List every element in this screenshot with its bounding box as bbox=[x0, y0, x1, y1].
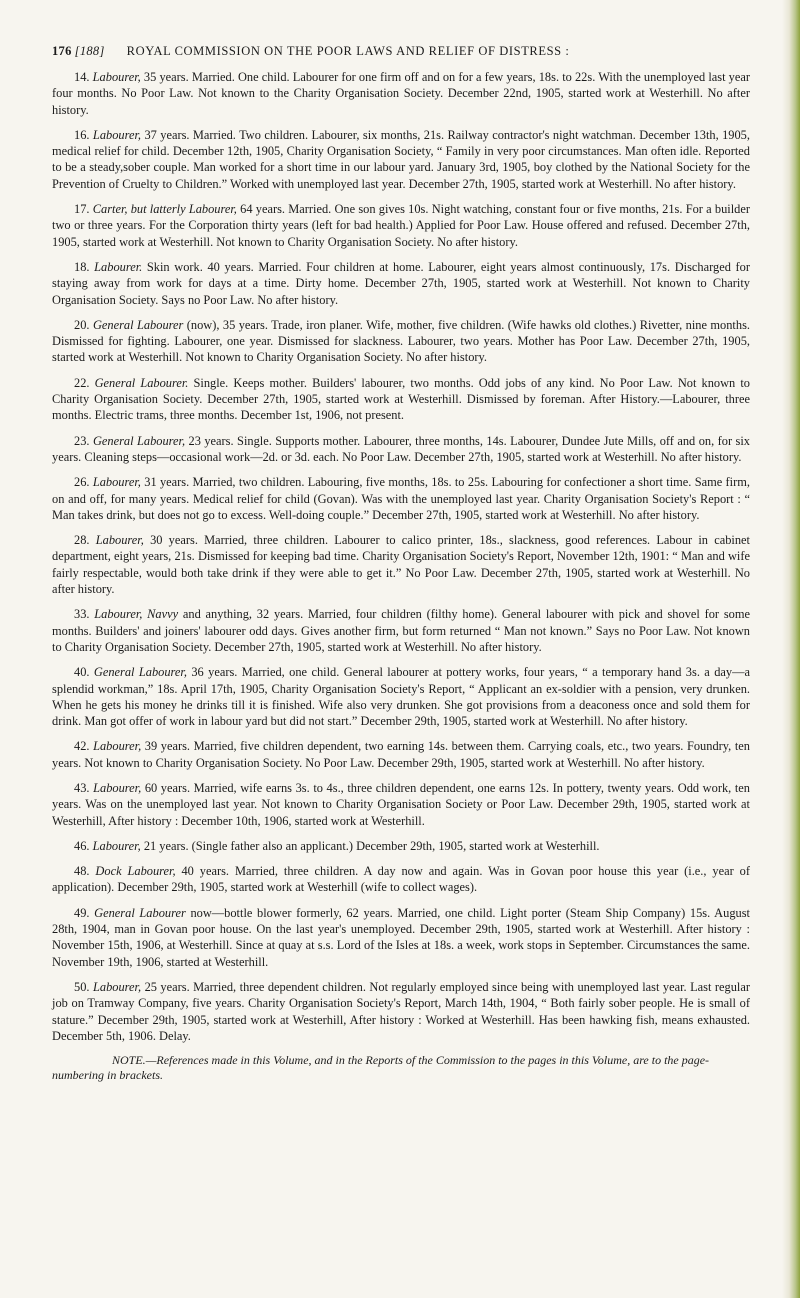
running-title: ROYAL COMMISSION ON THE POOR LAWS AND RELIEF OF DISTRESS : bbox=[126, 44, 570, 58]
document-page bbox=[52, 44, 750, 1284]
case-description: (now), 35 years. Trade, iron planer. Wife, mother, five children. (Wife hawks old clothes.) Rivetter, nine months. Dismissed for fighting. Labourer, one year. Dismissed for slackness. Labourer, two years. Mother has Poor Law. December 27th, 1905, started work at Westerhill. Not known to Charity Organisation Society. No after history. bbox=[52, 317, 750, 365]
running-header bbox=[52, 44, 750, 59]
case-description: 37 years. Married. Two children. Labourer, six months, 21s. Railway contractor's night watchman. December 13th, 1905, medical relief for child. December 12th, 1905, Charity Organisation Society, “ Family in very poor circumstances. Man often idle. Reported to be a steady,sober couple. Man worked for a short time in our labour yard. January 3rd, 1905, boy clothed by the National Society for the Prevention of Cruelty to Children.” Worked with unemployed last year. December 27th, 1905, started work at Westerhill. No after history. bbox=[52, 127, 750, 191]
case-entry bbox=[52, 780, 750, 829]
case-number: 46. bbox=[74, 838, 90, 853]
case-entry bbox=[52, 259, 750, 308]
page-edge-shadow bbox=[782, 0, 800, 1298]
case-number: 28. bbox=[74, 533, 90, 548]
case-occupation: Labourer, bbox=[92, 979, 142, 994]
case-number: 17. bbox=[74, 202, 90, 217]
page-number: 176 bbox=[52, 44, 72, 58]
case-description: and anything, 32 years. Married, four children (filthy home). General labourer with pick and shovel for some months. Builders' and joiners' labourer odd days. Gives another firm, but form returned “ Man not known.” Says no Poor Law. Not known to Charity Organisation Society. December 27th, 1905, started work at Westerhill. No after history. bbox=[52, 607, 750, 654]
case-occupation: General Labourer bbox=[94, 905, 186, 920]
page-reference: [188] bbox=[74, 44, 105, 58]
case-entry bbox=[52, 664, 750, 729]
case-description: 60 years. Married, wife earns 3s. to 4s., three children dependent, one earns 12s. In pottery, twenty years. Odd work, ten years. Was on the unemployed last year. Not known to Charity Organisation Society or Poor Law. December 29th, 1905, started work at Westerhill, After history : December 10th, 1906, started work at Westerhill. bbox=[52, 780, 750, 828]
case-entry bbox=[52, 838, 750, 854]
case-occupation: Labourer, Navvy bbox=[94, 607, 179, 622]
case-occupation: Carter, but latterly Labourer, bbox=[92, 202, 237, 217]
case-description: 25 years. Married, three dependent children. Not regularly employed since being with unemployed last year. Last regular job on Tramway Company, five years. Charity Organisation Society's Report, March 14th, 1904, “ Both fairly sober people. He is small of stature.” December 29th, 1905, started work at Westerhill, After history : Worked at Westerhill. Has been hawking fish, means exhausted. December 5th, 1906. Delay. bbox=[52, 979, 750, 1043]
case-occupation: Labourer, bbox=[92, 838, 141, 853]
case-number: 48. bbox=[74, 864, 90, 879]
case-number: 22. bbox=[74, 375, 90, 390]
case-number: 33. bbox=[74, 607, 90, 622]
case-occupation: General Labourer. bbox=[94, 375, 189, 390]
case-entry bbox=[52, 979, 750, 1044]
footnote-label: NOTE. bbox=[112, 1053, 146, 1068]
case-occupation: General Labourer, bbox=[92, 433, 186, 448]
case-number: 16. bbox=[74, 127, 90, 142]
case-occupation: General Labourer bbox=[92, 317, 184, 332]
case-entry bbox=[52, 738, 750, 771]
case-occupation: Labourer, bbox=[92, 127, 142, 142]
case-number: 43. bbox=[74, 780, 90, 795]
case-description: Skin work. 40 years. Married. Four children at home. Labourer, eight years almost continuously, 17s. Discharged for staying away from work for days at a time. Dirty home. December 27th, 1905, started work at Westerhill. Not known to Charity Organisation Society. Says no Poor Law. No after history. bbox=[52, 259, 750, 307]
case-entry bbox=[52, 532, 750, 597]
case-number: 42. bbox=[74, 739, 90, 754]
case-entry bbox=[52, 905, 750, 970]
case-description: 64 years. Married. One son gives 10s. Night watching, constant four or five months, 21s. For a builder two or three years. For the Corporation thirty years (left for bad health.) Applied for Poor Law. House offered and refused. December 27th, 1905, started work at Westerhill. Not known to Charity Organisation Society. No after history. bbox=[52, 202, 750, 249]
case-entry bbox=[52, 433, 750, 466]
case-occupation: Labourer, bbox=[93, 739, 142, 754]
case-entry bbox=[52, 201, 750, 250]
case-entry bbox=[52, 375, 750, 424]
case-entry bbox=[52, 863, 750, 896]
case-number: 14. bbox=[74, 70, 90, 84]
case-entry bbox=[52, 474, 750, 523]
case-occupation: Labourer, bbox=[95, 533, 144, 548]
case-number: 20. bbox=[74, 317, 90, 332]
case-occupation: Dock Labourer, bbox=[95, 864, 176, 879]
case-entry bbox=[52, 317, 750, 366]
case-number: 40. bbox=[74, 665, 90, 680]
case-description: 36 years. Married, one child. General labourer at pottery works, four years, “ a temporary hand 3s. a day—a splendid workman,” 18s. April 17th, 1905, Charity Organisation Society's Report, “ Applicant an ex-soldier with a pension, very drunken. When he gets his money he drinks till it is finished. Wife also very drunken. She got provisions from a deaconess once and sold them for drink. Man got offer of work in labour yard but did not start.” December 29th, 1905, started work at Westerhill. No after history. bbox=[52, 665, 750, 729]
case-description: 39 years. Married, five children dependent, two earning 14s. between them. Carrying coals, etc., two years. Foundry, ten years. Not known to Charity Organisation Society. No Poor Law. December 29th, 1905, started work at Westerhill. No after history. bbox=[52, 739, 750, 770]
case-description: 31 years. Married, two children. Labouring, five months, 18s. to 25s. Labouring for confectioner a short time. Same firm, on and off, for many years. Medical relief for child (Govan). Was with the unemployed last year. Charity Organisation Society's Report : “ Man takes drink, but does not go to excess. Well-doing couple.” December 27th, 1905, started work at Westerhill. No after history. bbox=[52, 475, 750, 522]
case-entry bbox=[52, 606, 750, 655]
case-number: 26. bbox=[74, 475, 90, 490]
case-entry bbox=[52, 127, 750, 192]
case-occupation: General Labourer, bbox=[93, 665, 187, 680]
case-occupation: Labourer, bbox=[92, 70, 141, 84]
case-description: 40 years. Married, three children. A day now and again. Was in Govan poor house this year (i.e., year of application). December 29th, 1905, started work at Westerhill (wife to collect wages). bbox=[52, 864, 750, 895]
case-description: Single. Keeps mother. Builders' labourer, two months. Odd jobs of any kind. No Poor Law. Not known to Charity Organisation Society. December 27th, 1905, started work at Westerhill. Dismissed by foreman. After History.—Labourer, three months. Electric trams, three months. December 1st, 1906, not present. bbox=[52, 375, 750, 423]
case-number: 18. bbox=[74, 259, 90, 274]
case-occupation: Labourer. bbox=[94, 259, 143, 274]
case-entries bbox=[52, 69, 750, 1044]
case-description: 30 years. Married, three children. Labourer to calico printer, 18s., slackness, good references. Labour in cabinet department, eight years, 21s. Dismissed for keeping bad time. Charity Organisation Society's Report, November 12th, 1901: “ Man and wife fairly respectable, would both take drink if they were able to get it.” No Poor Law. December 27th, 1905, started work at Westerhill. No after history. bbox=[52, 533, 751, 597]
case-description: 23 years. Single. Supports mother. Labourer, three months, 14s. Labourer, Dundee Jute Mills, off and on, for six years. Cleaning steps—occasional work—2d. or 3d. each. No Poor Law. December 27th, 1905, started work at Westerhill. No after history. bbox=[52, 433, 750, 464]
case-number: 23. bbox=[74, 433, 90, 448]
case-number: 49. bbox=[74, 905, 90, 920]
case-description: 35 years. Married. One child. Labourer for one firm off and on for a few years, 18s. to 22s. With the unemployed last year four months. No Poor Law. Not known to the Charity Organisation Society. December 22nd, 1905, started work at Westerhill. No after history. bbox=[52, 70, 750, 117]
case-number: 50. bbox=[74, 979, 90, 994]
footnote-text: —References made in this Volume, and in the Reports of the Commission to the pages in this Volume, are to the page-numbering in brackets. bbox=[52, 1053, 710, 1083]
case-occupation: Labourer, bbox=[92, 475, 141, 490]
case-description: now—bottle blower formerly, 62 years. Married, one child. Light porter (Steam Ship Company) 15s. August 28th, 1904, man in Govan poor house. On the last year's unemployed. December 29th, 1905, started work at Westerhill. After history : November 15th, 1906, at Westerhill. Since at quay at s.s. Lord of the Isles at 18s. a week, work stops in September. Circumstances the same. November 19th, 1906, started at Westerhill. bbox=[52, 905, 750, 969]
case-entry bbox=[52, 69, 750, 118]
case-occupation: Labourer, bbox=[93, 780, 142, 795]
footnote bbox=[52, 1053, 750, 1083]
case-description: 21 years. (Single father also an applicant.) December 29th, 1905, started work at Westerhill. bbox=[143, 838, 600, 853]
